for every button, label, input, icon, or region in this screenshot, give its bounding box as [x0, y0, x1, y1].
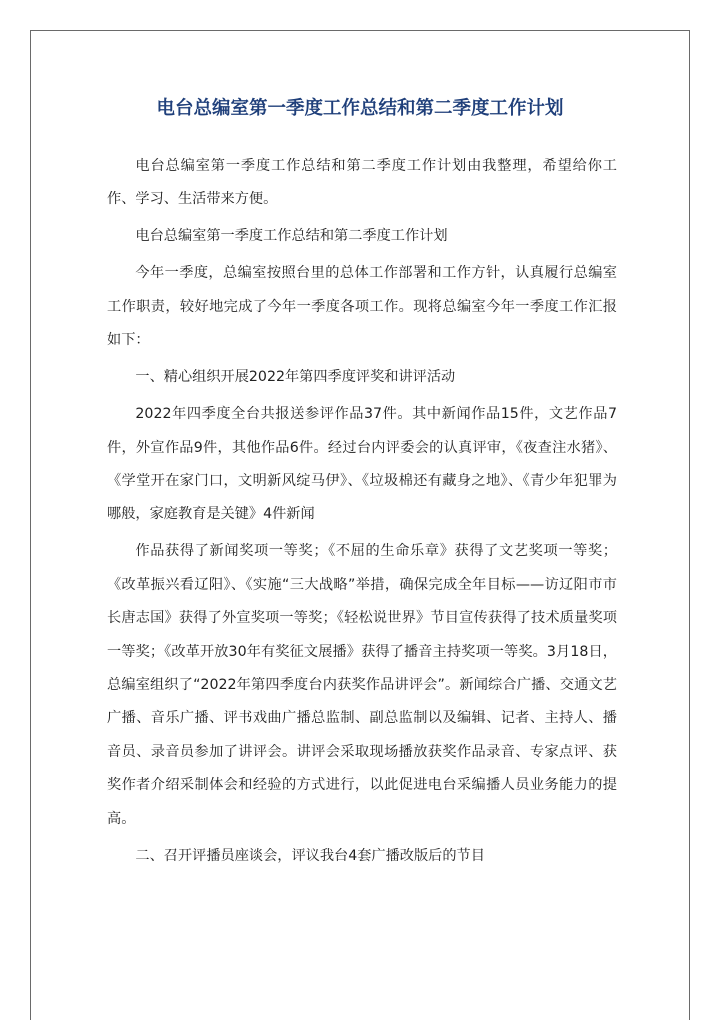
paragraph-intro: 电台总编室第一季度工作总结和第二季度工作计划由我整理，希望给你工作、学习、生活带来方便。	[107, 158, 617, 208]
document-title: 电台总编室第一季度工作总结和第二季度工作计划	[156, 98, 564, 119]
paragraph-awards-continued: 作品获得了新闻奖项一等奖；《不屈的生命乐章》获得了文艺奖项一等奖；《改革振兴看辽阳》、《实施“三大战略”举措，确保完成全年目标——访辽阳市市长唐志国》获得了外宣奖项一等奖；《轻松说世界》节目宣传获得了技术质量奖项一等奖；《改革开放30年有奖征文展播》获得了播音主持奖项一等奖。3月18日，总编室组织了“2022年第四季度台内获奖作品讲评会”。新闻综合广播、交通文艺广播、音乐广播、评书戏曲广播总监制、副总监制以及编辑、记者、主持人、播音员、录音员参加了讲评会。讲评会采取现场播放获奖作品录音、专家点评、获奖作者介绍采制体会和经验的方式进行，以此促进电台采编播人员业务能力的提高。	[107, 543, 617, 827]
paragraph-subtitle: 电台总编室第一季度工作总结和第二季度工作计划	[135, 228, 448, 245]
document-body	[107, 150, 617, 877]
section-heading-1: 一、精心组织开展2022年第四季度评奖和讲评活动	[135, 369, 456, 386]
paragraph-overview: 今年一季度，总编室按照台里的总体工作部署和工作方针，认真履行总编室工作职责，较好地完成了今年一季度各项工作。现将总编室今年一季度工作汇报如下：	[107, 265, 617, 349]
section-heading-2: 二、召开评播员座谈会，评议我台4套广播改版后的节目	[135, 847, 485, 864]
paragraph-awards: 2022年四季度全台共报送参评作品37件。其中新闻作品15件，文艺作品7件，外宣作品9件，其他作品6件。经过台内评委会的认真评审，《夜查注水猪》、《学堂开在家门口，文明新风绽马伊》、《垃圾棉还有藏身之地》、《青少年犯罪为哪般，家庭教育是关键》4件新闻	[107, 406, 617, 523]
